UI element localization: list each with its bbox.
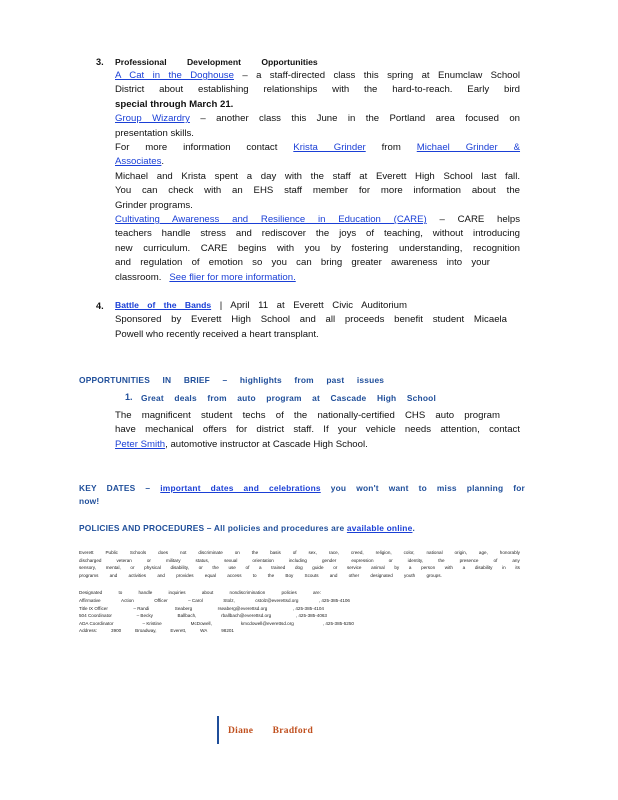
- opps-line-3-rest: , automotive instructor at Cascade High School.: [165, 438, 368, 450]
- michael-krista-line-1: Michael and Krista spent a day with the staff at Everett High School last fall.: [115, 170, 520, 182]
- nondiscrimination-word: color,: [403, 550, 415, 555]
- contact-field: rseaberg@everettsd.org: [217, 605, 268, 611]
- nondiscrimination-word: other: [348, 572, 360, 578]
- section-3-number: 3.: [96, 57, 104, 67]
- key-dates-suffix: you won't want to miss planning for: [330, 483, 526, 493]
- contact-field: Seaberg: [174, 605, 193, 611]
- nondiscrimination-word: origin,: [454, 550, 468, 555]
- nondiscrimination-word: a: [408, 565, 412, 571]
- contact-field: – Becky: [136, 613, 153, 619]
- nondiscrimination-word: military: [165, 557, 181, 563]
- nondiscrimination-word: by: [394, 565, 400, 571]
- nondiscrimination-line: [79, 564, 520, 572]
- battle-of-bands-link[interactable]: Battle of the Bands: [115, 300, 212, 310]
- designated-word: policies: [281, 590, 297, 596]
- nondiscrimination-word: honorably: [499, 550, 520, 555]
- nondiscrimination-word: and: [329, 572, 338, 578]
- nondiscrimination-word: groups.: [426, 572, 442, 578]
- nondiscrimination-contact-row: [79, 605, 324, 613]
- opportunities-item-title: Great deals from auto program at Cascade High School: [141, 393, 436, 403]
- contact-field: 3900: [111, 628, 122, 634]
- signature: [228, 726, 313, 736]
- info-line-2: [115, 155, 520, 169]
- nondiscrimination-word: dog: [294, 565, 303, 571]
- contact-field: Broadway,: [135, 628, 157, 634]
- nondiscrimination-word: the: [438, 557, 445, 563]
- opps-line-1: The magnificent student techs of the nationally-certified CHS auto program: [115, 410, 500, 421]
- nondiscrimination-word: not: [180, 550, 187, 555]
- policies-line: [79, 522, 515, 535]
- nondiscrimination-word: service: [346, 565, 362, 571]
- nondiscrimination-word: disability: [474, 565, 493, 571]
- key-dates-line-1: [79, 482, 525, 495]
- cat-line-2: District about establishing relationships with the hard-to-reach. Early bird: [115, 84, 520, 96]
- nondiscrimination-word: programs: [79, 572, 99, 578]
- contact-field: , 425-385-5250: [322, 620, 354, 626]
- care-line-5: [115, 271, 520, 285]
- michael-grinder-associates-link-part1[interactable]: Michael Grinder &: [416, 142, 521, 154]
- contact-field: – Carol: [188, 597, 203, 603]
- nondiscrimination-word: person: [421, 565, 436, 571]
- nondiscrimination-word: sexual: [224, 557, 238, 563]
- nondiscrimination-word: status,: [195, 557, 210, 563]
- contact-field: , 425-385-4063: [295, 613, 327, 619]
- associates-period: .: [161, 156, 165, 168]
- nondiscrimination-word: and: [157, 572, 165, 578]
- cat-line-1: [115, 69, 520, 83]
- nondiscrimination-lines: [79, 549, 520, 579]
- nondiscrimination-word: expression: [351, 557, 374, 563]
- nondiscrimination-word: Everett: [79, 550, 94, 555]
- signature-bar: [217, 716, 219, 744]
- contact-field: Ballbach,: [177, 613, 197, 619]
- group-wizardry-link[interactable]: Group Wizardry: [115, 113, 190, 125]
- key-dates-link[interactable]: important dates and celebrations: [160, 483, 321, 493]
- cat-line-1-rest: – a staff-directed class this spring at Enumclaw School: [242, 70, 520, 81]
- nondiscrimination-word: national: [426, 550, 443, 555]
- care-line-5-prefix: classroom.: [115, 271, 162, 283]
- nondiscrimination-line: [79, 549, 520, 557]
- michael-krista-line-2: You can check with an EHS staff member for more information about the: [115, 185, 520, 197]
- cat-line-3: special through March 21.: [115, 98, 234, 110]
- designated-word: nondiscrimination: [229, 590, 266, 596]
- key-dates: [79, 482, 525, 508]
- section-3-heading: Professional Development Opportunities: [115, 57, 318, 67]
- nondiscrimination-word: identity,: [407, 557, 424, 563]
- michael-krista-line-3: Grinder programs.: [115, 199, 193, 211]
- nondiscrimination-word: equal: [204, 572, 217, 578]
- contact-field: Officer: [154, 597, 168, 603]
- contact-field: rballbach@everettsd.org: [221, 613, 272, 619]
- nondiscrimination-contact-row: [79, 597, 350, 605]
- contact-field: McDowell,: [190, 620, 212, 626]
- care-flier-link[interactable]: See flier for more information.: [169, 271, 296, 283]
- nondiscrimination-word: sex,: [308, 550, 317, 555]
- nondiscrimination-word: mental,: [105, 565, 121, 571]
- nondiscrimination-word: of: [245, 565, 250, 571]
- nondiscrimination-word: discharged: [79, 557, 102, 563]
- opps-line-2: have mechanical offers for district staff. If your vehicle needs attention, contact: [115, 424, 520, 436]
- info-line-1: [115, 141, 520, 155]
- contact-field: Stolz,: [223, 597, 235, 603]
- nondiscrimination-word: Public: [105, 550, 118, 555]
- nondiscrimination-word: access: [227, 572, 242, 578]
- care-line-3: new curriculum. CARE begins with you by fostering understanding, recognition: [115, 242, 520, 254]
- battle-line-2: Sponsored by Everett High School and all proceeds benefit student Micaela: [115, 314, 507, 326]
- nondiscrimination-word: discriminate: [198, 550, 223, 555]
- battle-line-1: [115, 298, 407, 313]
- nondiscrimination-word: its: [515, 565, 520, 571]
- nondiscrimination-word: a: [259, 565, 262, 571]
- designated-word: are:: [313, 590, 321, 596]
- contact-field: Everett,: [170, 628, 187, 634]
- key-dates-line-2: now!: [79, 496, 100, 506]
- peter-smith-link[interactable]: Peter Smith: [115, 438, 166, 450]
- nondiscrimination-word: religion,: [375, 550, 392, 555]
- opps-line-3: [115, 438, 421, 452]
- nondiscrimination-word: on: [234, 550, 240, 555]
- nondiscrimination-word: of: [292, 550, 297, 555]
- policies-prefix: POLICIES AND PROCEDURES – All policies and procedures are: [79, 523, 345, 533]
- nondiscrimination-contacts: [79, 597, 520, 635]
- nondiscrimination-word: basis: [270, 550, 281, 555]
- group-wizardry-line-1-rest: – another class this June in the Portland area focused on: [200, 113, 520, 125]
- opportunities-heading: OPPORTUNITIES IN BRIEF – highlights from past issues: [79, 375, 385, 385]
- contact-field: Address:: [79, 628, 98, 634]
- nondiscrimination-word: a: [462, 565, 466, 571]
- contact-field: Title IX Officer: [79, 605, 108, 611]
- nondiscrimination-word: or: [388, 557, 393, 563]
- designated-word: Designated: [79, 590, 103, 596]
- nondiscrimination-word: youth: [404, 572, 416, 578]
- krista-grinder-link[interactable]: Krista Grinder: [293, 142, 366, 154]
- nondiscrimination-word: of: [493, 557, 498, 563]
- nondiscrimination-word: creed,: [350, 550, 364, 555]
- group-wizardry-line-2: presentation skills.: [115, 127, 194, 139]
- nondiscrimination-contact-row: [79, 620, 354, 628]
- nondiscrimination-word: the: [212, 565, 219, 571]
- contact-field: WA: [200, 628, 208, 634]
- opportunities-body: [115, 409, 520, 452]
- battle-line-3: Powell who recently received a heart transplant.: [115, 328, 319, 340]
- nondiscrimination-contact-row: [79, 627, 234, 635]
- info-prefix: For more information contact: [115, 142, 278, 154]
- contact-field: 504 Coordinator: [79, 613, 112, 619]
- nondiscrimination-word: or: [198, 565, 203, 571]
- from-word: from: [381, 142, 401, 154]
- michael-grinder-associates-link-part2[interactable]: Associates: [115, 156, 162, 168]
- group-wizardry-line-1: [115, 112, 520, 126]
- nondiscrimination-word: use: [228, 565, 236, 571]
- section-3-body: [115, 69, 520, 285]
- nondiscrimination-word: orientation: [252, 557, 274, 563]
- nondiscrimination-word: physical: [144, 565, 161, 571]
- nondiscrimination-word: in: [502, 565, 506, 571]
- designated-line: [79, 589, 321, 597]
- nondiscrimination-word: veteran: [116, 557, 132, 563]
- contact-field: , 425-385-4104: [292, 605, 324, 611]
- contact-field: , 425-385-4106: [318, 597, 350, 603]
- section-4-number: 4.: [96, 301, 104, 311]
- nondiscrimination-word: the: [251, 550, 259, 555]
- nondiscrimination-word: Schools: [129, 550, 147, 555]
- contact-field: – Kristine: [142, 620, 162, 626]
- nondiscrimination-word: animal: [371, 565, 385, 571]
- contact-field: 98201: [221, 628, 234, 634]
- designated-word: handle: [138, 590, 153, 596]
- nondiscrimination-word: race,: [328, 550, 340, 555]
- nondiscrimination-word: sensory,: [79, 565, 97, 571]
- designated-word: to: [118, 590, 123, 596]
- cat-in-doghouse-link[interactable]: A Cat in the Doghouse: [115, 70, 234, 81]
- signature-last-name: Bradford: [272, 726, 314, 736]
- nondiscrimination-word: age,: [478, 550, 488, 555]
- contact-field: ADA Coordinator: [79, 620, 114, 626]
- contact-field: cstolz@everettsd.org: [255, 597, 299, 603]
- battle-line-1-rest: | April 11 at Everett Civic Auditorium: [219, 300, 407, 311]
- nondiscrimination-line: [79, 572, 442, 580]
- nondiscrimination-word: activities: [128, 572, 147, 578]
- nondiscrimination-word: designated: [370, 572, 393, 578]
- nondiscrimination-word: trained: [271, 565, 286, 571]
- nondiscrimination-word: including: [288, 557, 307, 563]
- care-line-4: and regulation of emotion so you can bring greater awareness into your: [115, 257, 490, 269]
- nondiscrimination-word: any: [512, 557, 520, 563]
- care-line-1: [115, 213, 520, 227]
- section-4-body: [115, 298, 507, 342]
- nondiscrimination-word: or: [146, 557, 151, 563]
- nondiscrimination-word: Scouts: [304, 572, 319, 578]
- care-line-2: teachers handle stress and rediscover the joys of teaching, without introducing: [115, 228, 520, 240]
- policies-suffix: .: [412, 523, 415, 533]
- nondiscrimination-word: provides: [176, 572, 194, 578]
- nondiscrimination-word: the: [267, 572, 275, 578]
- designated-word: about: [201, 590, 214, 596]
- nondiscrimination-word: Boy: [285, 572, 294, 578]
- nondiscrimination-word: gender: [322, 557, 337, 563]
- nondiscrimination-word: or: [130, 565, 135, 571]
- nondiscrimination-word: does: [158, 550, 169, 555]
- nondiscrimination-line: [79, 557, 520, 565]
- key-dates-prefix: KEY DATES –: [79, 483, 151, 493]
- nondiscrimination-word: or: [333, 565, 338, 571]
- nondiscrimination-contact-row: [79, 612, 327, 620]
- nondiscrimination-statement: [79, 549, 520, 635]
- contact-field: Action: [121, 597, 134, 603]
- nondiscrimination-word: to: [252, 572, 257, 578]
- designated-word: inquiries: [168, 590, 186, 596]
- nondiscrimination-word: and: [109, 572, 118, 578]
- nondiscrimination-word: with: [444, 565, 453, 571]
- contact-field: Affirmative: [79, 597, 101, 603]
- nondiscrimination-word: disability,: [170, 565, 189, 571]
- signature-first-name: Diane: [228, 726, 254, 736]
- contact-field: kmcdowell@everettsd.org: [240, 620, 294, 626]
- opportunities-item-number: 1.: [125, 392, 133, 402]
- care-line-1-rest: – CARE helps: [439, 214, 520, 226]
- care-link[interactable]: Cultivating Awareness and Resilience in Education (CARE): [115, 214, 427, 226]
- contact-field: – Randi: [133, 605, 150, 611]
- nondiscrimination-word: guide: [312, 565, 324, 571]
- nondiscrimination-word: presence: [459, 557, 479, 563]
- policies-online-link[interactable]: available online: [346, 523, 413, 533]
